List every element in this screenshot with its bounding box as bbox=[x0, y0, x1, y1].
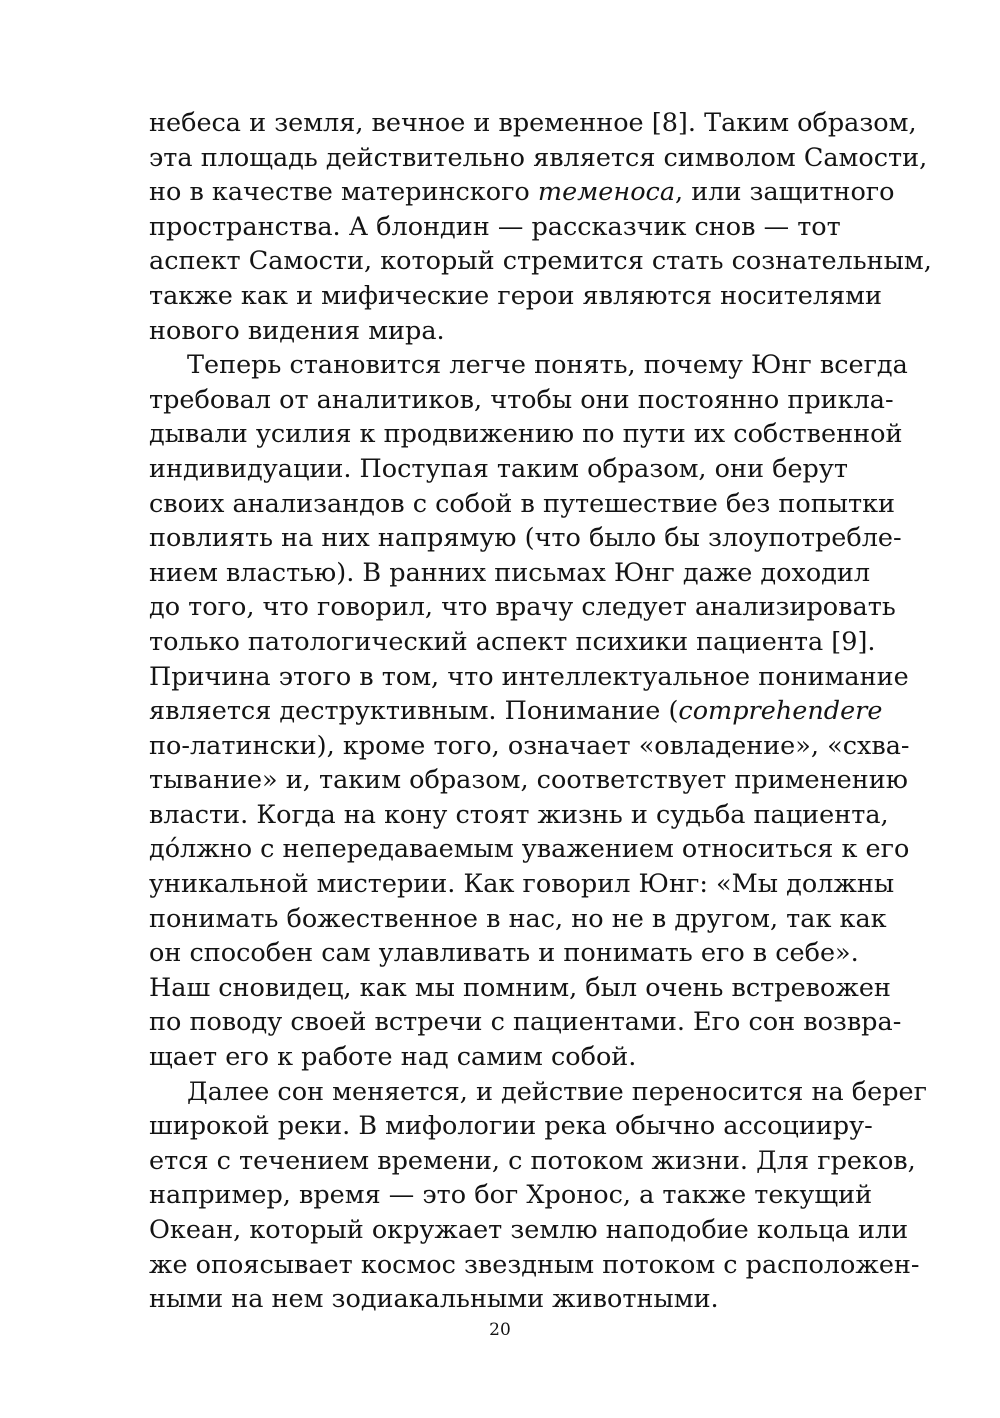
text-line bbox=[149, 244, 932, 279]
body-text bbox=[149, 106, 932, 1317]
text-run: например, время — это бог Хронос, а также текущий bbox=[149, 1180, 873, 1211]
text-run: по поводу своей встречи с пациентами. Его сон возвра- bbox=[149, 1007, 902, 1038]
text-line bbox=[149, 1144, 916, 1179]
text-line bbox=[149, 971, 891, 1006]
text-run: также как и мифические герои являются носителями bbox=[149, 280, 883, 311]
text-run: , или защитного bbox=[675, 177, 895, 208]
text-run: дывали усилия к продвижению по пути их собственной bbox=[149, 419, 903, 450]
text-run: понимать божественное в нас, но не в другом, так как bbox=[149, 903, 887, 934]
text-run: Наш сновидец, как мы помним, был очень встревожен bbox=[149, 972, 891, 1003]
text-line bbox=[149, 729, 910, 764]
text-line bbox=[149, 832, 910, 867]
text-line bbox=[149, 417, 903, 452]
text-run: небеса и земля, вечное и временное [8]. Таким образом, bbox=[149, 108, 917, 138]
text-line bbox=[149, 556, 871, 591]
paragraph bbox=[149, 348, 910, 1074]
text-run: тывание» и, таким образом, соответствует применению bbox=[149, 765, 908, 796]
text-run: является деструктивным. Понимание ( bbox=[149, 696, 679, 727]
text-run: пространства. А блондин — рассказчик снов — тот bbox=[149, 211, 841, 242]
italic-term: теменоса bbox=[537, 177, 676, 208]
text-line bbox=[149, 763, 908, 798]
text-run: только патологический аспект психики пациента [9]. bbox=[149, 626, 876, 657]
text-run: индивидуации. Поступая таким образом, они берут bbox=[149, 453, 848, 484]
text-line bbox=[149, 867, 895, 902]
paragraph bbox=[149, 1075, 927, 1317]
text-line bbox=[149, 798, 889, 833]
text-run: он способен сам улавливать и понимать его в себе». bbox=[149, 938, 859, 969]
text-line bbox=[149, 1040, 825, 1075]
text-line bbox=[149, 936, 859, 971]
text-line bbox=[149, 1075, 927, 1110]
text-run: нового видения мира. bbox=[149, 315, 445, 346]
text-run: аспект Самости, который стремится стать сознательным, bbox=[149, 246, 932, 277]
text-run: уникальной мистерии. Как говорил Юнг: «Мы должны bbox=[149, 869, 895, 900]
text-run: власти. Когда на кону стоят жизнь и судьба пациента, bbox=[149, 799, 889, 830]
text-run: эта площадь действительно является символом Самости, bbox=[149, 142, 928, 173]
text-line bbox=[149, 1178, 873, 1213]
text-line bbox=[149, 590, 896, 625]
text-line bbox=[149, 1248, 920, 1283]
text-run: Океан, который окружает землю наподобие кольца или bbox=[149, 1215, 909, 1245]
text-line bbox=[149, 1109, 873, 1144]
text-run: ется с течением времени, с потоком жизни. Для греков, bbox=[149, 1145, 916, 1176]
text-line bbox=[149, 175, 895, 210]
text-line bbox=[149, 902, 887, 937]
page-number: 20 bbox=[489, 1320, 511, 1340]
italic-term: comprehendere bbox=[678, 696, 883, 727]
paragraph bbox=[149, 106, 932, 348]
text-line bbox=[149, 452, 848, 487]
text-line bbox=[149, 210, 841, 245]
text-run: ными на нем зодиакальными животными. bbox=[149, 1284, 719, 1315]
text-line bbox=[149, 1213, 909, 1248]
text-line bbox=[149, 279, 883, 314]
text-run: Далее сон меняется, и действие переносится на берег bbox=[187, 1076, 927, 1107]
text-line bbox=[149, 314, 825, 349]
text-line bbox=[149, 625, 876, 660]
text-run: Причина этого в том, что интеллектуальное понимание bbox=[149, 661, 909, 692]
text-line bbox=[149, 660, 909, 695]
text-line bbox=[149, 694, 883, 729]
text-line bbox=[149, 1005, 902, 1040]
text-run: широкой реки. В мифологии река обычно ассоцииру- bbox=[149, 1111, 873, 1142]
text-run: Теперь становится легче понять, почему Юнг всегда bbox=[187, 350, 908, 381]
text-run: же опоясывает космос звездным потоком с расположен- bbox=[149, 1249, 920, 1280]
text-line bbox=[149, 1282, 825, 1317]
text-line bbox=[149, 141, 928, 176]
text-run: щает его к работе над самим собой. bbox=[149, 1042, 637, 1073]
text-run: до того, что говорил, что врачу следует анализировать bbox=[149, 592, 896, 623]
text-run: но в качестве материнского bbox=[149, 177, 538, 208]
text-run: по-латински), кроме того, означает «овладение», «схва- bbox=[149, 730, 910, 761]
text-line bbox=[149, 487, 896, 522]
text-run: требовал от аналитиков, чтобы они постоянно прикла- bbox=[149, 384, 894, 415]
text-line bbox=[149, 383, 894, 418]
text-run: до́лжно с непередаваемым уважением относиться к его bbox=[149, 834, 910, 865]
text-run: повлиять на них напрямую (что было бы злоупотребле- bbox=[149, 523, 902, 554]
text-run: своих анализандов с собой в путешествие без попытки bbox=[149, 488, 896, 519]
text-line bbox=[149, 521, 902, 556]
text-run: нием властью). В ранних письмах Юнг даже доходил bbox=[149, 557, 871, 588]
text-line bbox=[149, 348, 908, 383]
text-line bbox=[149, 106, 917, 141]
